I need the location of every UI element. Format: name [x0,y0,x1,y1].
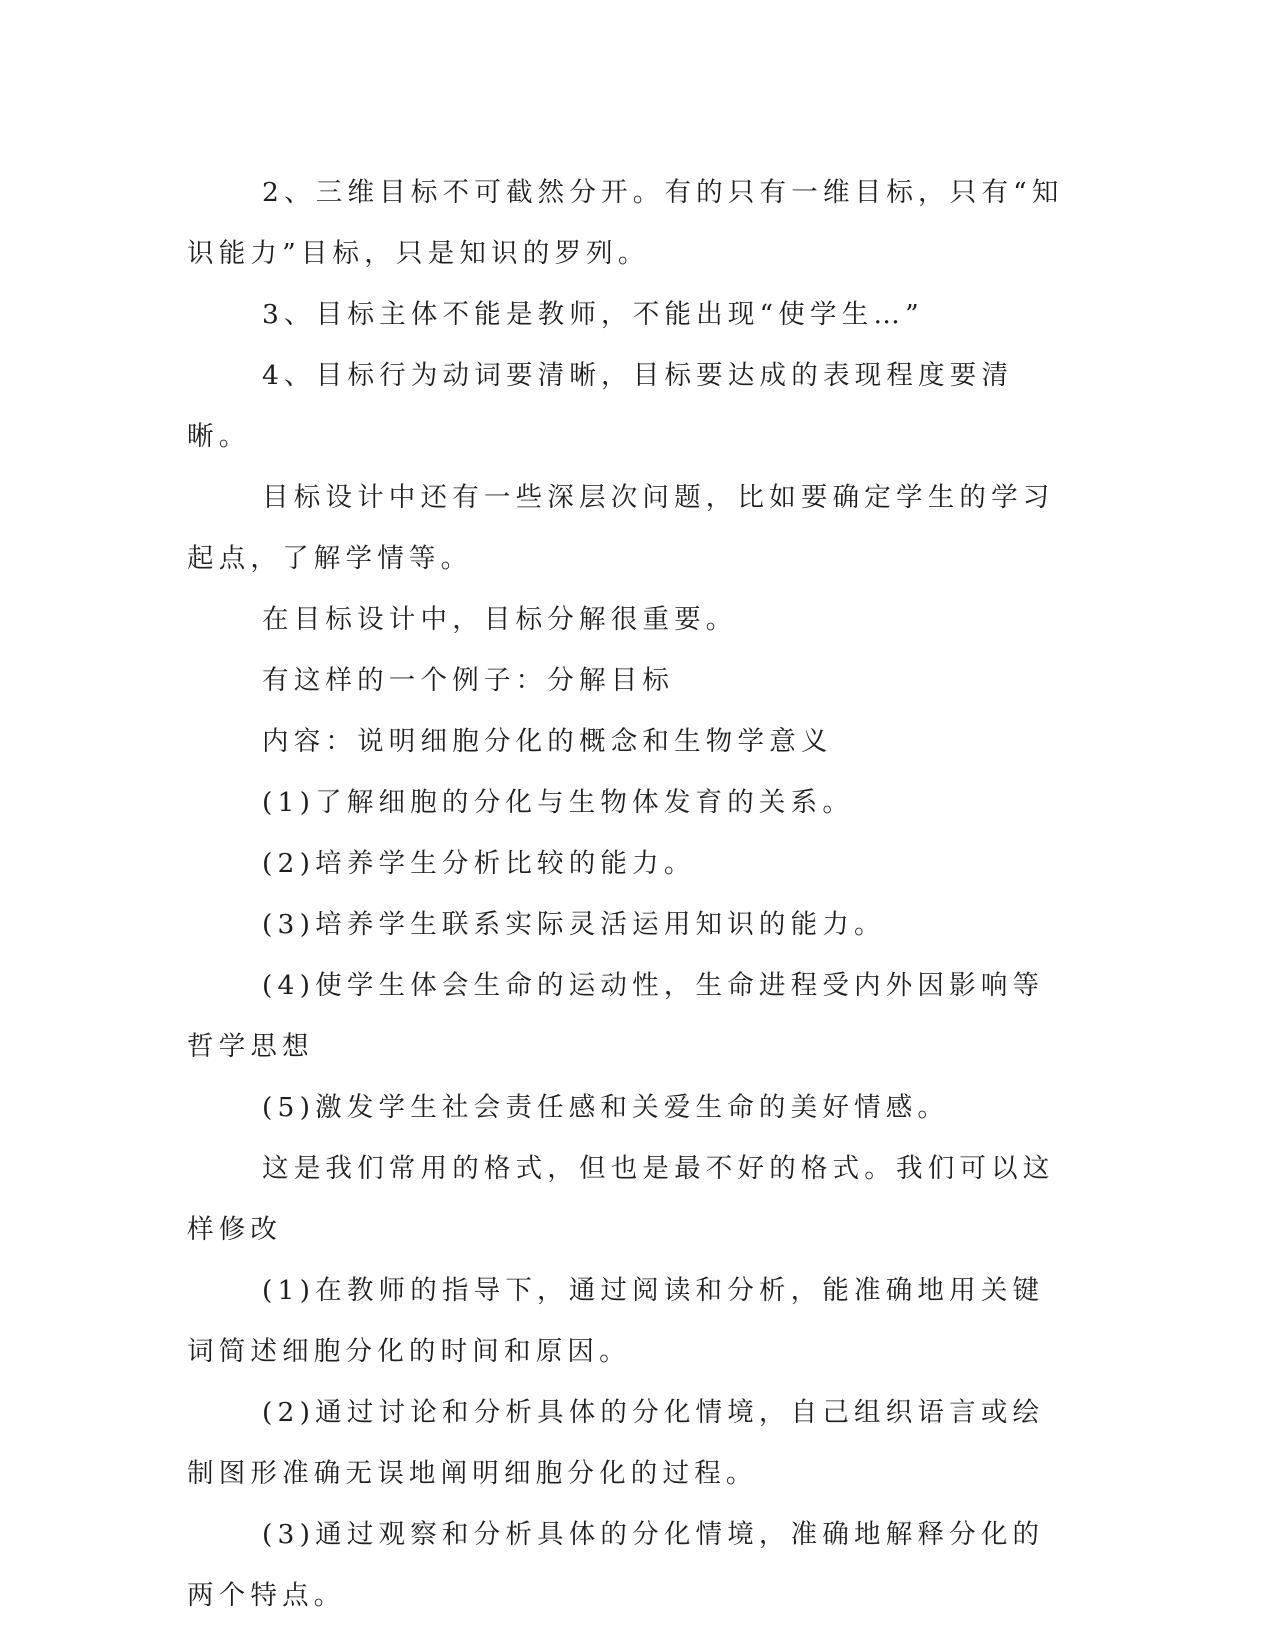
paragraph-goal-3: 3、目标主体不能是教师，不能出现“使学生…” [262,299,924,330]
list-item-original-3: (3)培养学生联系实际灵活运用知识的能力。 [262,909,886,940]
paragraph-goal-2: 2、三维目标不可截然分开。有的只有一维目标，只有“知识能力”目标，只是知识的罗列。 [187,177,1064,269]
paragraph-deep-issues: 目标设计中还有一些深层次问题，比如要确定学生的学习起点，了解学情等。 [187,482,1055,574]
list-item-original-1: (1)了解细胞的分化与生物体发育的关系。 [262,787,855,818]
paragraph-content: 内容：说明细胞分化的概念和生物学意义 [262,726,833,757]
document-body [187,162,1072,1626]
list-item-original-4: (4)使学生体会生命的运动性，生命进程受内外因影响等哲学思想 [187,970,1045,1062]
list-item-revised-2: (2)通过讨论和分析具体的分化情境，自己组织语言或绘制图形准确无误地阐明细胞分化的过程。 [187,1397,1045,1489]
paragraph-goal-4: 4、目标行为动词要清晰，目标要达成的表现程度要清晰。 [187,360,1014,452]
list-item-original-5: (5)激发学生社会责任感和关爱生命的美好情感。 [262,1092,950,1123]
paragraph-example-intro: 有这样的一个例子：分解目标 [262,665,675,696]
list-item-original-2: (2)培养学生分析比较的能力。 [262,848,696,879]
paragraph-decomposition: 在目标设计中，目标分解很重要。 [262,604,738,635]
list-item-revised-3: (3)通过观察和分析具体的分化情境，准确地解释分化的两个特点。 [187,1519,1045,1611]
paragraph-revision-intro: 这是我们常用的格式，但也是最不好的格式。我们可以这样修改 [187,1153,1055,1245]
list-item-revised-1: (1)在教师的指导下，通过阅读和分析，能准确地用关键词简述细胞分化的时间和原因。 [187,1275,1045,1367]
